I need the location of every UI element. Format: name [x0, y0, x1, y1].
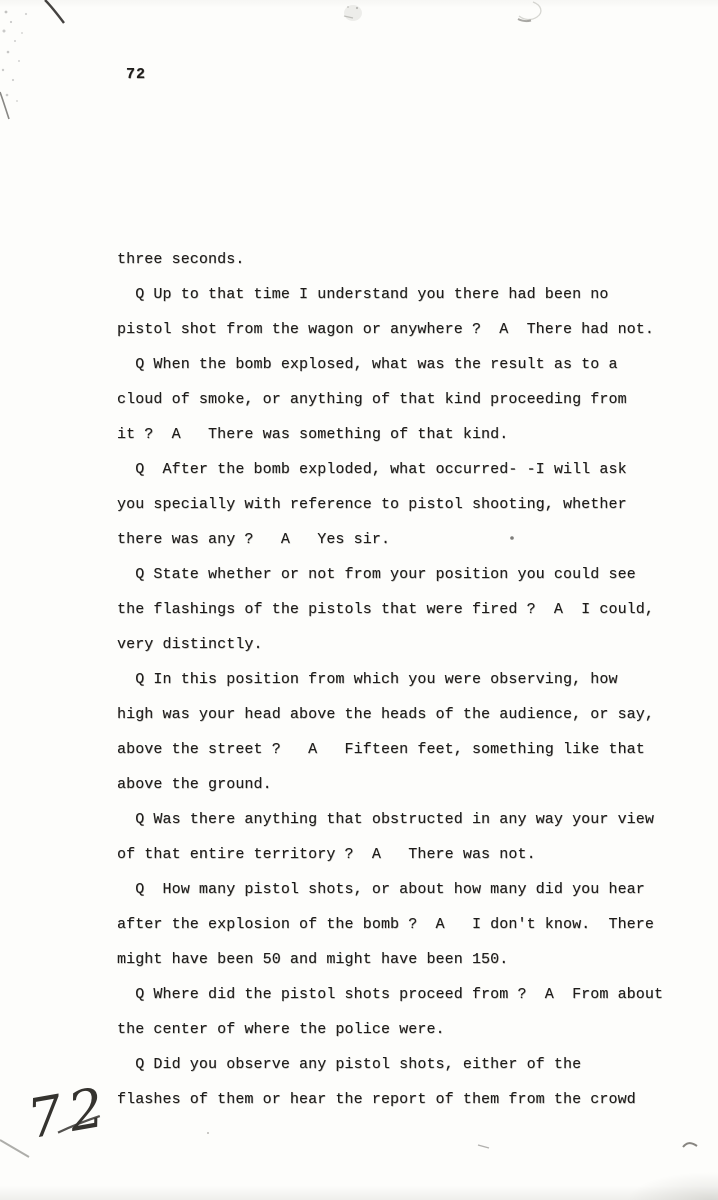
top-left-crease-mark — [0, 0, 64, 119]
transcript-line: you specially with reference to pistol shooting, whether — [117, 496, 627, 513]
transcript-line: Q How many pistol shots, or about how many did you hear — [117, 881, 645, 898]
transcript-line: the flashings of the pistols that were fired ? A I could, — [117, 601, 654, 618]
transcript-line: above the street ? A Fifteen feet, something like that — [117, 741, 645, 758]
transcript-line: Q Up to that time I understand you there had been no — [117, 286, 609, 303]
transcript-line: of that entire territory ? A There was not. — [117, 846, 536, 863]
transcript-line: Q When the bomb explosed, what was the result as to a — [117, 356, 618, 373]
top-right-hook-smudge-mark — [518, 2, 541, 21]
transcript-line: the center of where the police were. — [117, 1021, 445, 1038]
transcript-line: Q State whether or not from your position you could see — [117, 566, 636, 583]
bottom-left-pencil-stroke — [0, 1140, 29, 1157]
transcript-line: Q Was there anything that obstructed in any way your view — [117, 811, 654, 828]
transcript-line: cloud of smoke, or anything of that kind proceeding from — [117, 391, 627, 408]
transcript-line: very distinctly. — [117, 636, 263, 653]
transcript-line: Q After the bomb exploded, what occurred- -I will ask — [117, 461, 627, 478]
bottom-edge-dash-marks — [207, 1132, 697, 1148]
top-center-smudge-mark — [344, 5, 362, 21]
transcript-line: high was your head above the heads of the audience, or say, — [117, 706, 654, 723]
transcript-line: above the ground. — [117, 776, 272, 793]
handwritten-page-number-text: 72 — [22, 1074, 116, 1152]
transcript-body — [117, 242, 702, 1117]
typed-page-number: 72 — [126, 66, 147, 83]
transcript-line: Q In this position from which you were observing, how — [117, 671, 618, 688]
transcript-line: might have been 50 and might have been 150. — [117, 951, 509, 968]
transcript-line: Q Did you observe any pistol shots, either of the — [117, 1056, 582, 1073]
transcript-line: flashes of them or hear the report of them from the crowd — [117, 1091, 636, 1108]
transcript-line: there was any ? A Yes sir. — [117, 531, 391, 548]
transcript-line: it ? A There was something of that kind. — [117, 426, 509, 443]
handwritten-page-number — [23, 1075, 115, 1151]
transcript-line: pistol shot from the wagon or anywhere ? A There had not. — [117, 321, 654, 338]
transcript-line: after the explosion of the bomb ? A I don't know. There — [117, 916, 654, 933]
transcript-line: Q Where did the pistol shots proceed from ? A From about — [117, 986, 664, 1003]
transcript-line: three seconds. — [117, 251, 245, 268]
